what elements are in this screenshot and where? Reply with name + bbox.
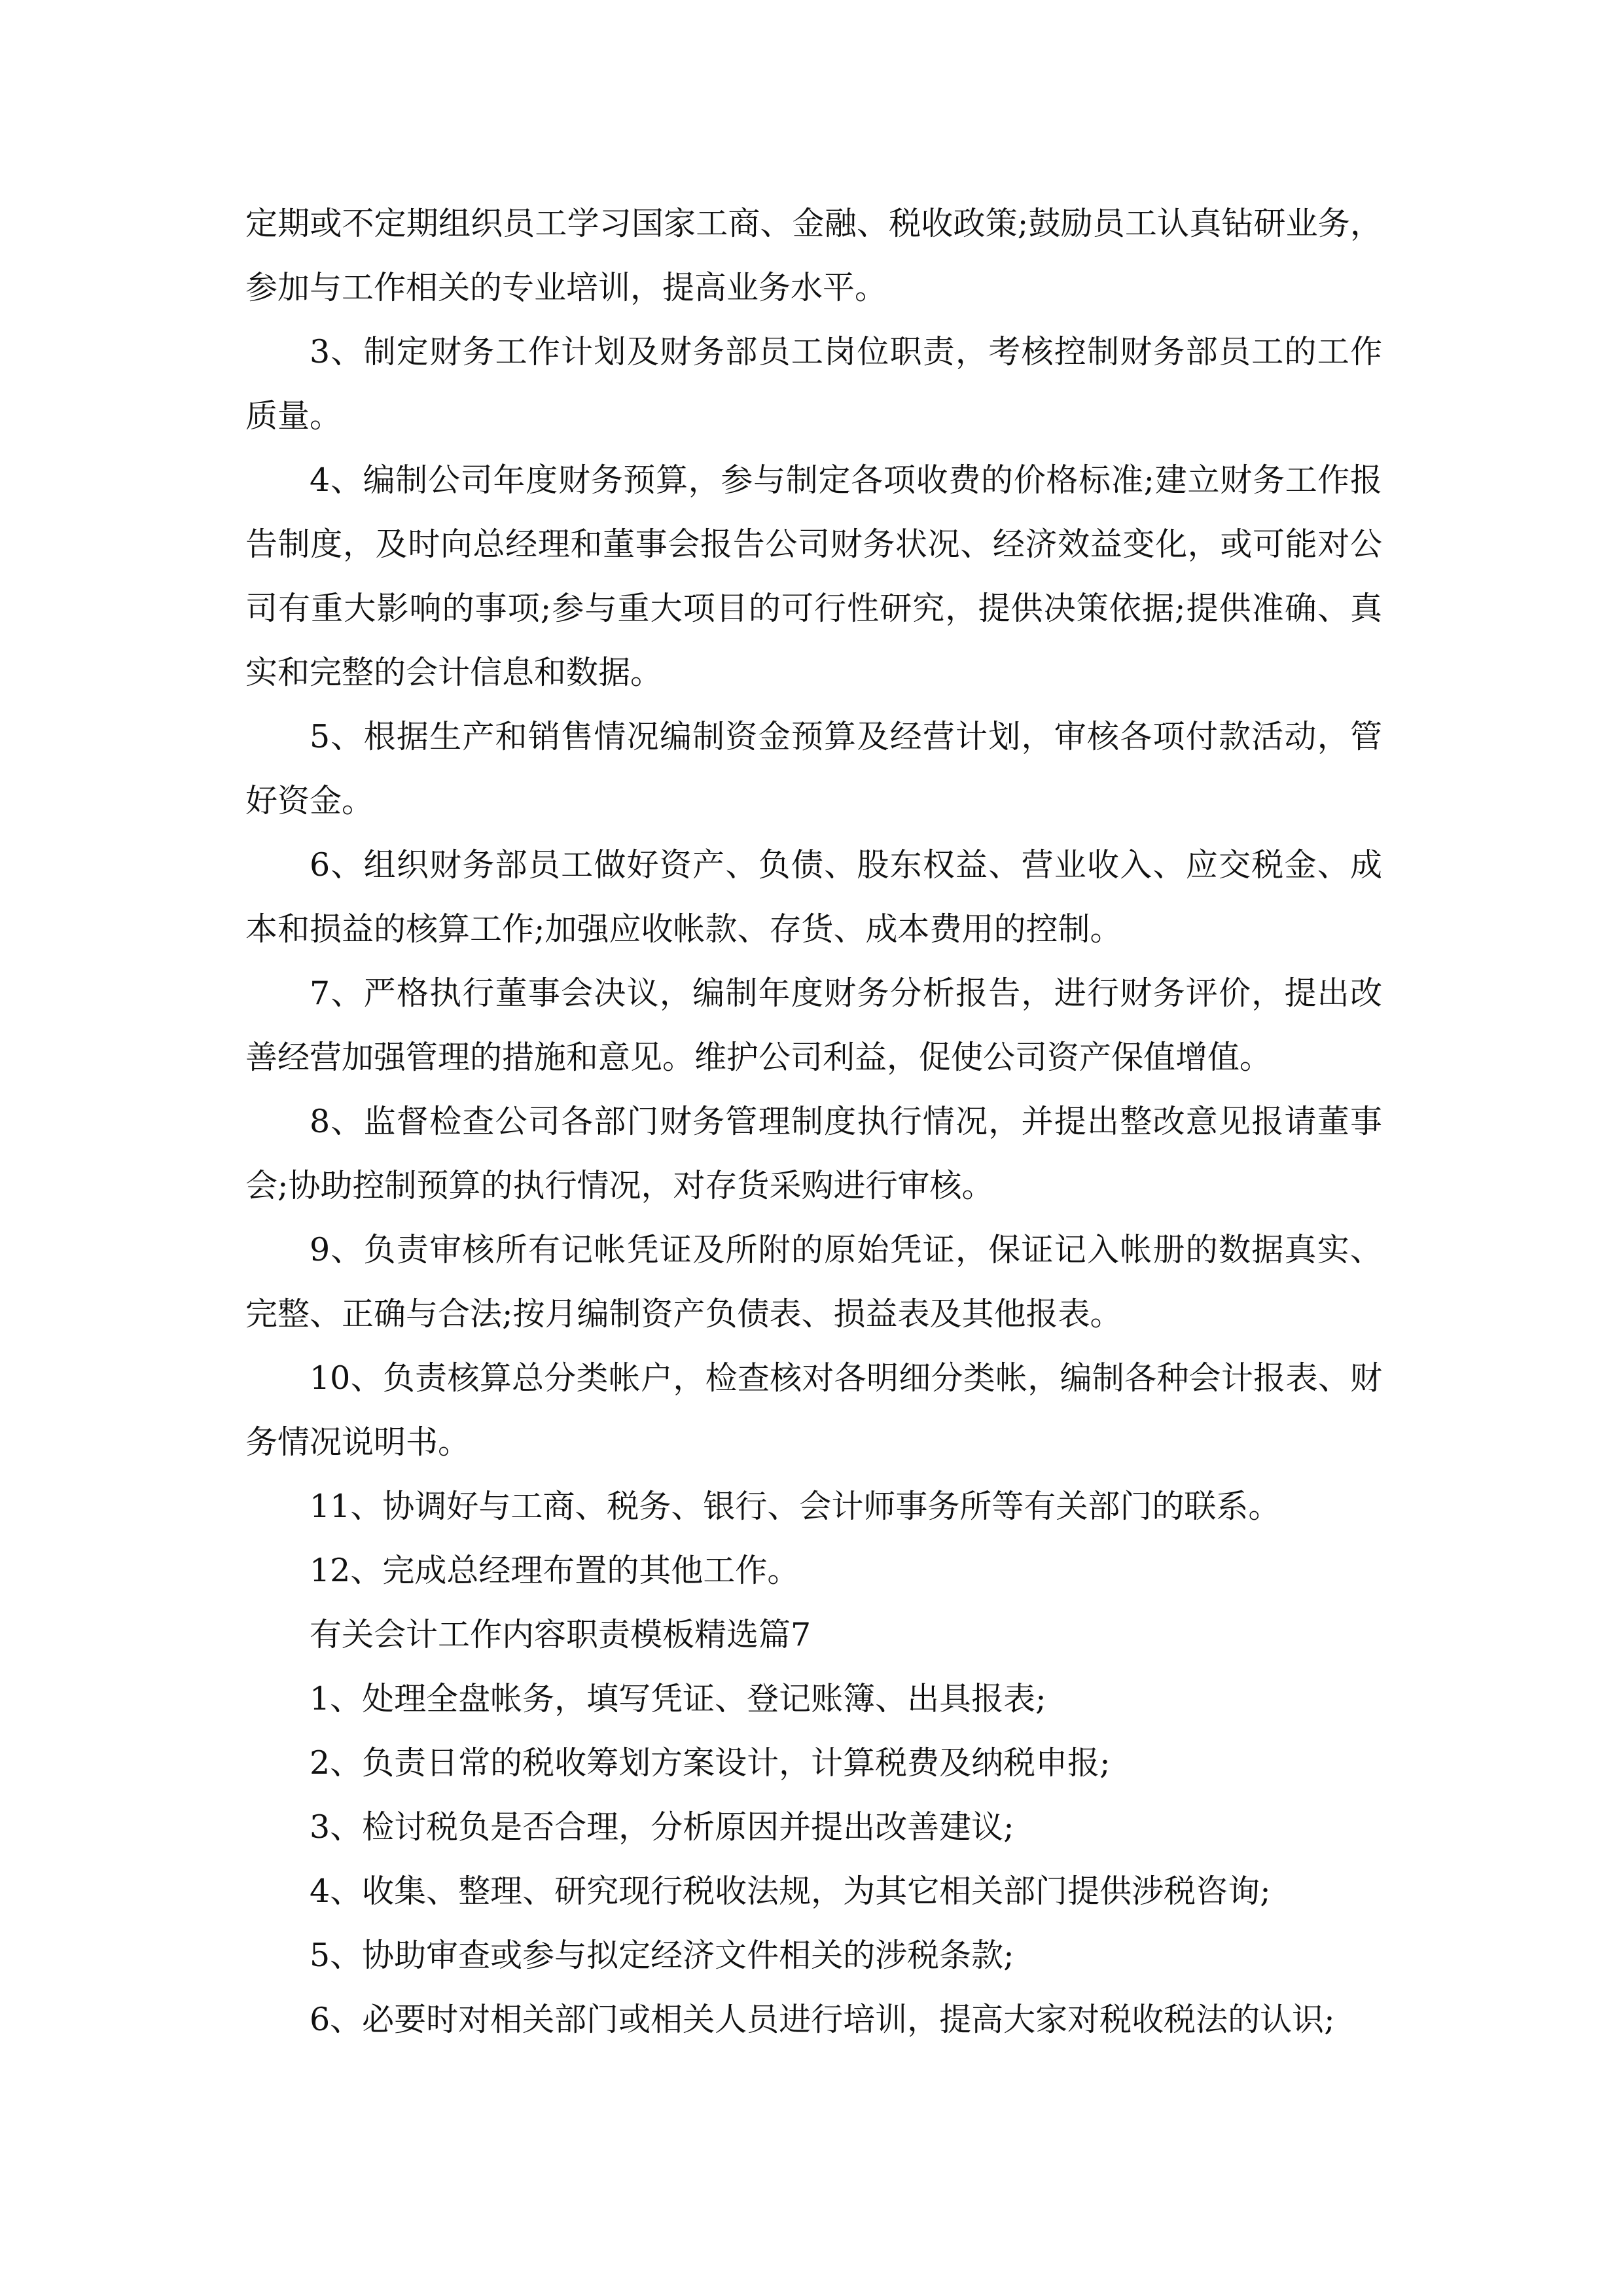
section-heading: 有关会计工作内容职责模板精选篇7 (310, 1616, 812, 1653)
paragraph-item-8: 8、监督检查公司各部门财务管理制度执行情况，并提出整改意见报请董事会;协助控制预算的执行情况，对存货采购进行审核。 (245, 1103, 1382, 1204)
paragraph-item-3: 3、制定财务工作计划及财务部员工岗位职责，考核控制财务部员工的工作质量。 (245, 333, 1382, 435)
paragraph-continuation: 定期或不定期组织员工学习国家工商、金融、税收政策;鼓励员工认真钻研业务，参加与工作相关的专业培训，提高业务水平。 (245, 205, 1382, 306)
document-page (245, 192, 1382, 2052)
list-item-1: 1、处理全盘帐务，填写凭证、登记账簿、出具报表; (310, 1680, 1046, 1717)
paragraph-item-4: 4、编制公司年度财务预算，参与制定各项收费的价格标准;建立财务工作报告制度，及时向总经理和董事会报告公司财务状况、经济效益变化，或可能对公司有重大影响的事项;参与重大项目的可行性研究，提供决策依据;提供准确、真实和完整的会计信息和数据。 (245, 461, 1382, 691)
paragraph-item-10: 10、负责核算总分类帐户，检查核对各明细分类帐，编制各种会计报表、财务情况说明书。 (245, 1359, 1382, 1461)
paragraph-item-6: 6、组织财务部员工做好资产、负债、股东权益、营业收入、应交税金、成本和损益的核算工作;加强应收帐款、存货、成本费用的控制。 (245, 846, 1382, 948)
paragraph-item-9: 9、负责审核所有记帐凭证及所附的原始凭证，保证记入帐册的数据真实、完整、正确与合法;按月编制资产负债表、损益表及其他报表。 (245, 1231, 1382, 1333)
list-item-4: 4、收集、整理、研究现行税收法规，为其它相关部门提供涉税咨询; (310, 1873, 1271, 1910)
list-item-6: 6、必要时对相关部门或相关人员进行培训，提高大家对税收税法的认识; (310, 2001, 1335, 2038)
list-item-5: 5、协助审查或参与拟定经济文件相关的涉税条款; (310, 1937, 1014, 1974)
paragraph-item-5: 5、根据生产和销售情况编制资金预算及经营计划，审核各项付款活动，管好资金。 (245, 718, 1382, 819)
paragraph-item-11: 11、协调好与工商、税务、银行、会计师事务所等有关部门的联系。 (310, 1488, 1281, 1525)
paragraph-item-12: 12、完成总经理布置的其他工作。 (310, 1552, 800, 1589)
paragraph-item-7: 7、严格执行董事会决议，编制年度财务分析报告，进行财务评价，提出改善经营加强管理的措施和意见。维护公司利益，促使公司资产保值增值。 (245, 975, 1382, 1076)
list-item-2: 2、负责日常的税收筹划方案设计，计算税费及纳税申报; (310, 1744, 1111, 1782)
list-item-3: 3、检讨税负是否合理，分析原因并提出改善建议; (310, 1808, 1014, 1846)
